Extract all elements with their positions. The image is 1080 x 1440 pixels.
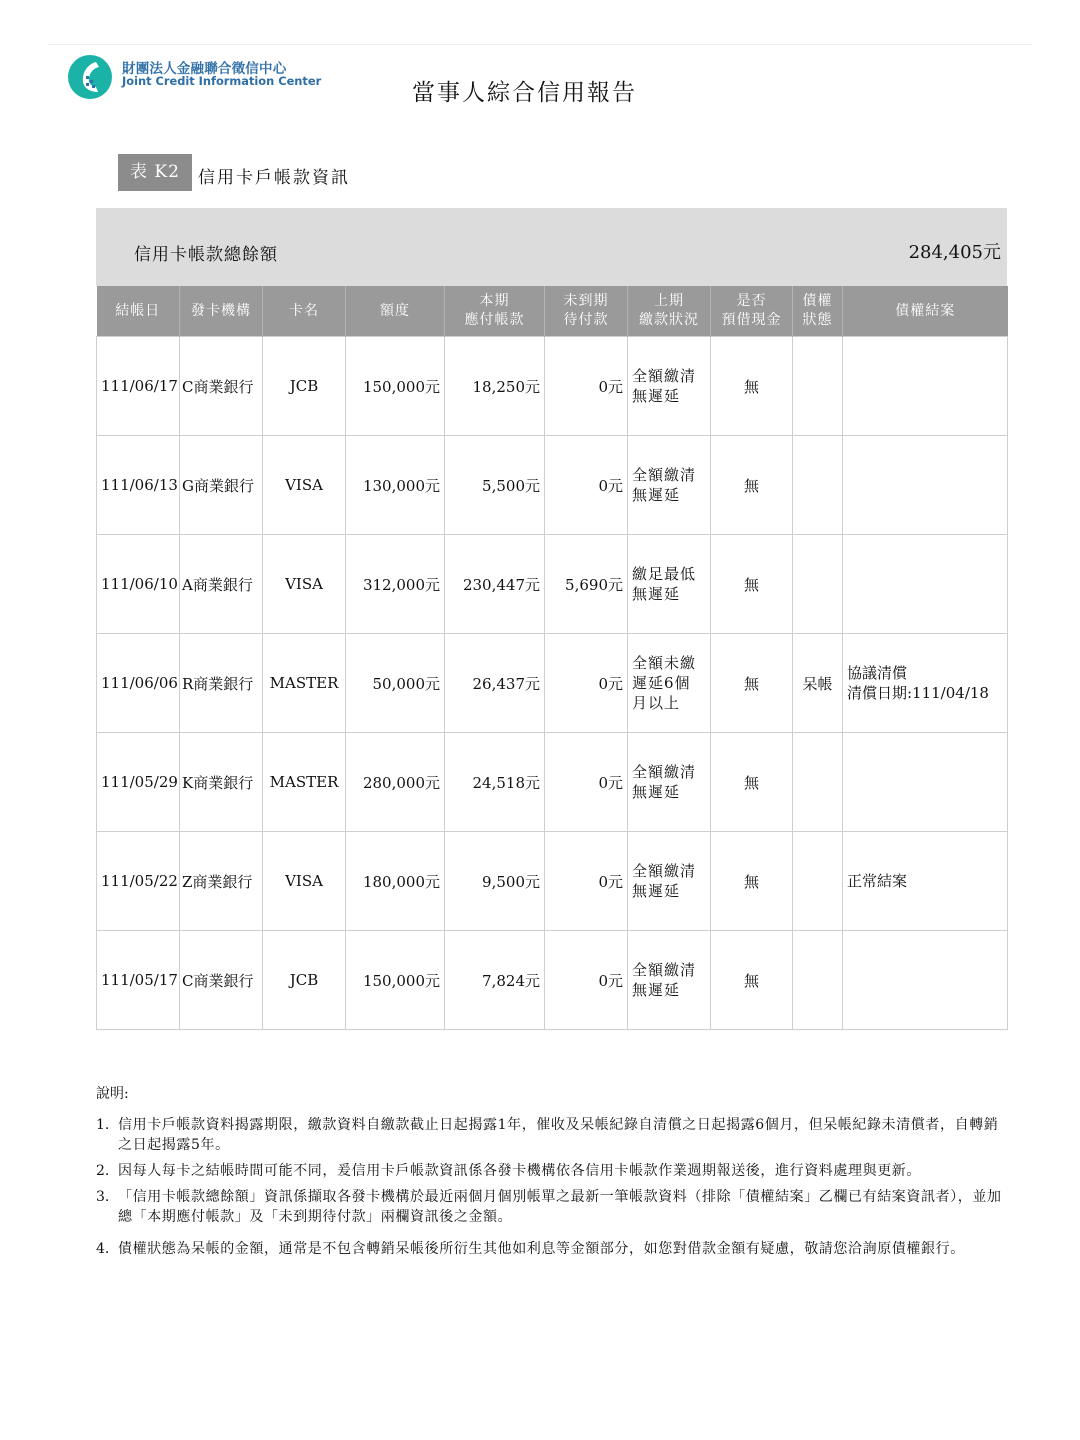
note-item xyxy=(96,1115,1006,1155)
note-item xyxy=(96,1161,1006,1181)
cell-pending: 0元 xyxy=(545,832,628,931)
cell-card: VISA xyxy=(263,832,346,931)
cell-limit: 312,000元 xyxy=(346,535,445,634)
col-header-claim-settlement: 債權結案 xyxy=(843,286,1008,337)
cell-settlement xyxy=(843,931,1008,1030)
cell-pending: 0元 xyxy=(545,436,628,535)
cell-issuer: C商業銀行 xyxy=(180,931,263,1030)
jcic-logo-icon xyxy=(66,54,116,100)
section-title: 信用卡戶帳款資訊 xyxy=(198,168,350,188)
cell-payment-status: 全額未繳 遲延6個 月以上 xyxy=(628,634,711,733)
cell-issuer: A商業銀行 xyxy=(180,535,263,634)
cell-payment-status: 全額繳清 無遲延 xyxy=(628,436,711,535)
table-row xyxy=(97,634,1008,733)
org-name-zh: 財團法人金融聯合徵信中心 xyxy=(122,61,287,77)
total-balance-value: 284,405元 xyxy=(908,242,1001,263)
cell-issuer: G商業銀行 xyxy=(180,436,263,535)
col-header-card-name: 卡名 xyxy=(263,286,346,337)
table-header-row xyxy=(97,286,1008,337)
cell-pending: 0元 xyxy=(545,634,628,733)
cell-due: 24,518元 xyxy=(445,733,545,832)
cell-cash-advance: 無 xyxy=(711,931,793,1030)
cell-limit: 180,000元 xyxy=(346,832,445,931)
cell-payment-status: 全額繳清 無遲延 xyxy=(628,733,711,832)
cell-issuer: K商業銀行 xyxy=(180,733,263,832)
col-header-statement-date: 結帳日 xyxy=(97,286,180,337)
cell-settlement: 協議清償 清償日期:111/04/18 xyxy=(843,634,1008,733)
cell-cash-advance: 無 xyxy=(711,436,793,535)
cell-limit: 130,000元 xyxy=(346,436,445,535)
cell-date: 111/06/10 xyxy=(97,535,180,634)
cell-payment-status: 全額繳清 無遲延 xyxy=(628,337,711,436)
cell-due: 26,437元 xyxy=(445,634,545,733)
note-text: 債權狀態為呆帳的金額，通常是不包含轉銷呆帳後所衍生其他如利息等金額部分，如您對借款金額有疑慮，敬請您洽詢原債權銀行。 xyxy=(118,1241,965,1257)
cell-pending: 0元 xyxy=(545,931,628,1030)
cell-claim-status xyxy=(793,733,843,832)
note-number: 3. xyxy=(96,1189,110,1205)
col-header-cash-advance: 是否 預借現金 xyxy=(711,286,793,337)
col-header-claim-status: 債權 狀態 xyxy=(793,286,843,337)
cell-claim-status: 呆帳 xyxy=(793,634,843,733)
cell-due: 230,447元 xyxy=(445,535,545,634)
cell-date: 111/05/29 xyxy=(97,733,180,832)
col-header-credit-limit: 額度 xyxy=(346,286,445,337)
credit-card-accounts-table xyxy=(96,286,1008,1030)
cell-date: 111/06/13 xyxy=(97,436,180,535)
cell-card: JCB xyxy=(263,931,346,1030)
note-text: 因每人每卡之結帳時間可能不同，爰信用卡戶帳款資訊係各發卡機構依各信用卡帳款作業週期報送後，進行資料處理與更新。 xyxy=(118,1163,921,1179)
note-item xyxy=(96,1187,1006,1227)
cell-card: JCB xyxy=(263,337,346,436)
cell-issuer: R商業銀行 xyxy=(180,634,263,733)
cell-pending: 0元 xyxy=(545,337,628,436)
table-row xyxy=(97,832,1008,931)
col-header-last-payment-status: 上期 繳款狀況 xyxy=(628,286,711,337)
total-balance-bar xyxy=(96,208,1007,286)
cell-card: MASTER xyxy=(263,733,346,832)
cell-payment-status: 繳足最低 無遲延 xyxy=(628,535,711,634)
cell-card: MASTER xyxy=(263,634,346,733)
cell-due: 5,500元 xyxy=(445,436,545,535)
cell-issuer: Z商業銀行 xyxy=(180,832,263,931)
cell-cash-advance: 無 xyxy=(711,832,793,931)
organization-name xyxy=(122,62,321,88)
cell-cash-advance: 無 xyxy=(711,733,793,832)
cell-limit: 150,000元 xyxy=(346,931,445,1030)
cell-payment-status: 全額繳清 無遲延 xyxy=(628,931,711,1030)
cell-limit: 50,000元 xyxy=(346,634,445,733)
cell-due: 9,500元 xyxy=(445,832,545,931)
cell-cash-advance: 無 xyxy=(711,634,793,733)
cell-cash-advance: 無 xyxy=(711,535,793,634)
cell-settlement xyxy=(843,436,1008,535)
cell-date: 111/06/17 xyxy=(97,337,180,436)
cell-due: 7,824元 xyxy=(445,931,545,1030)
note-text: 信用卡戶帳款資料揭露期限，繳款資料自繳款截止日起揭露1年，催收及呆帳紀錄自清償之日起揭露6個月，但呆帳紀錄未清償者，自轉銷之日起揭露5年。 xyxy=(118,1117,999,1153)
cell-cash-advance: 無 xyxy=(711,337,793,436)
cell-claim-status xyxy=(793,337,843,436)
cell-due: 18,250元 xyxy=(445,337,545,436)
cell-card: VISA xyxy=(263,436,346,535)
cell-settlement xyxy=(843,733,1008,832)
cell-limit: 280,000元 xyxy=(346,733,445,832)
note-number: 4. xyxy=(96,1241,110,1257)
cell-card: VISA xyxy=(263,535,346,634)
cell-pending: 5,690元 xyxy=(545,535,628,634)
col-header-amount-due: 本期 應付帳款 xyxy=(445,286,545,337)
total-balance-label: 信用卡帳款總餘額 xyxy=(134,245,278,265)
note-item xyxy=(96,1239,1006,1259)
cell-claim-status xyxy=(793,436,843,535)
table-row xyxy=(97,337,1008,436)
note-number: 1. xyxy=(96,1117,110,1133)
cell-settlement: 正常結案 xyxy=(843,832,1008,931)
notes-section xyxy=(96,1084,1006,1265)
table-row xyxy=(97,733,1008,832)
table-row xyxy=(97,931,1008,1030)
org-name-en: Joint Credit Information Center xyxy=(122,74,322,89)
cell-claim-status xyxy=(793,931,843,1030)
cell-pending: 0元 xyxy=(545,733,628,832)
cell-date: 111/05/17 xyxy=(97,931,180,1030)
cell-limit: 150,000元 xyxy=(346,337,445,436)
table-row xyxy=(97,535,1008,634)
cell-claim-status xyxy=(793,832,843,931)
cell-claim-status xyxy=(793,535,843,634)
note-number: 2. xyxy=(96,1163,110,1179)
cell-date: 111/06/06 xyxy=(97,634,180,733)
col-header-pending: 未到期 待付款 xyxy=(545,286,628,337)
note-text: 「信用卡帳款總餘額」資訊係擷取各發卡機構於最近兩個月個別帳單之最新一筆帳款資料（排除「債權結案」乙欄已有結案資訊者），並加總「本期應付帳款」及「未到期待付款」兩欄資訊後之金額。 xyxy=(118,1189,1002,1225)
cell-settlement xyxy=(843,535,1008,634)
section-tag: 表 K2 xyxy=(118,154,192,191)
notes-heading: 說明: xyxy=(96,1086,129,1102)
cell-settlement xyxy=(843,337,1008,436)
report-title: 當事人綜合信用報告 xyxy=(412,80,637,106)
col-header-issuer: 發卡機構 xyxy=(180,286,263,337)
cell-date: 111/05/22 xyxy=(97,832,180,931)
cell-issuer: C商業銀行 xyxy=(180,337,263,436)
table-row xyxy=(97,436,1008,535)
cell-payment-status: 全額繳清 無遲延 xyxy=(628,832,711,931)
